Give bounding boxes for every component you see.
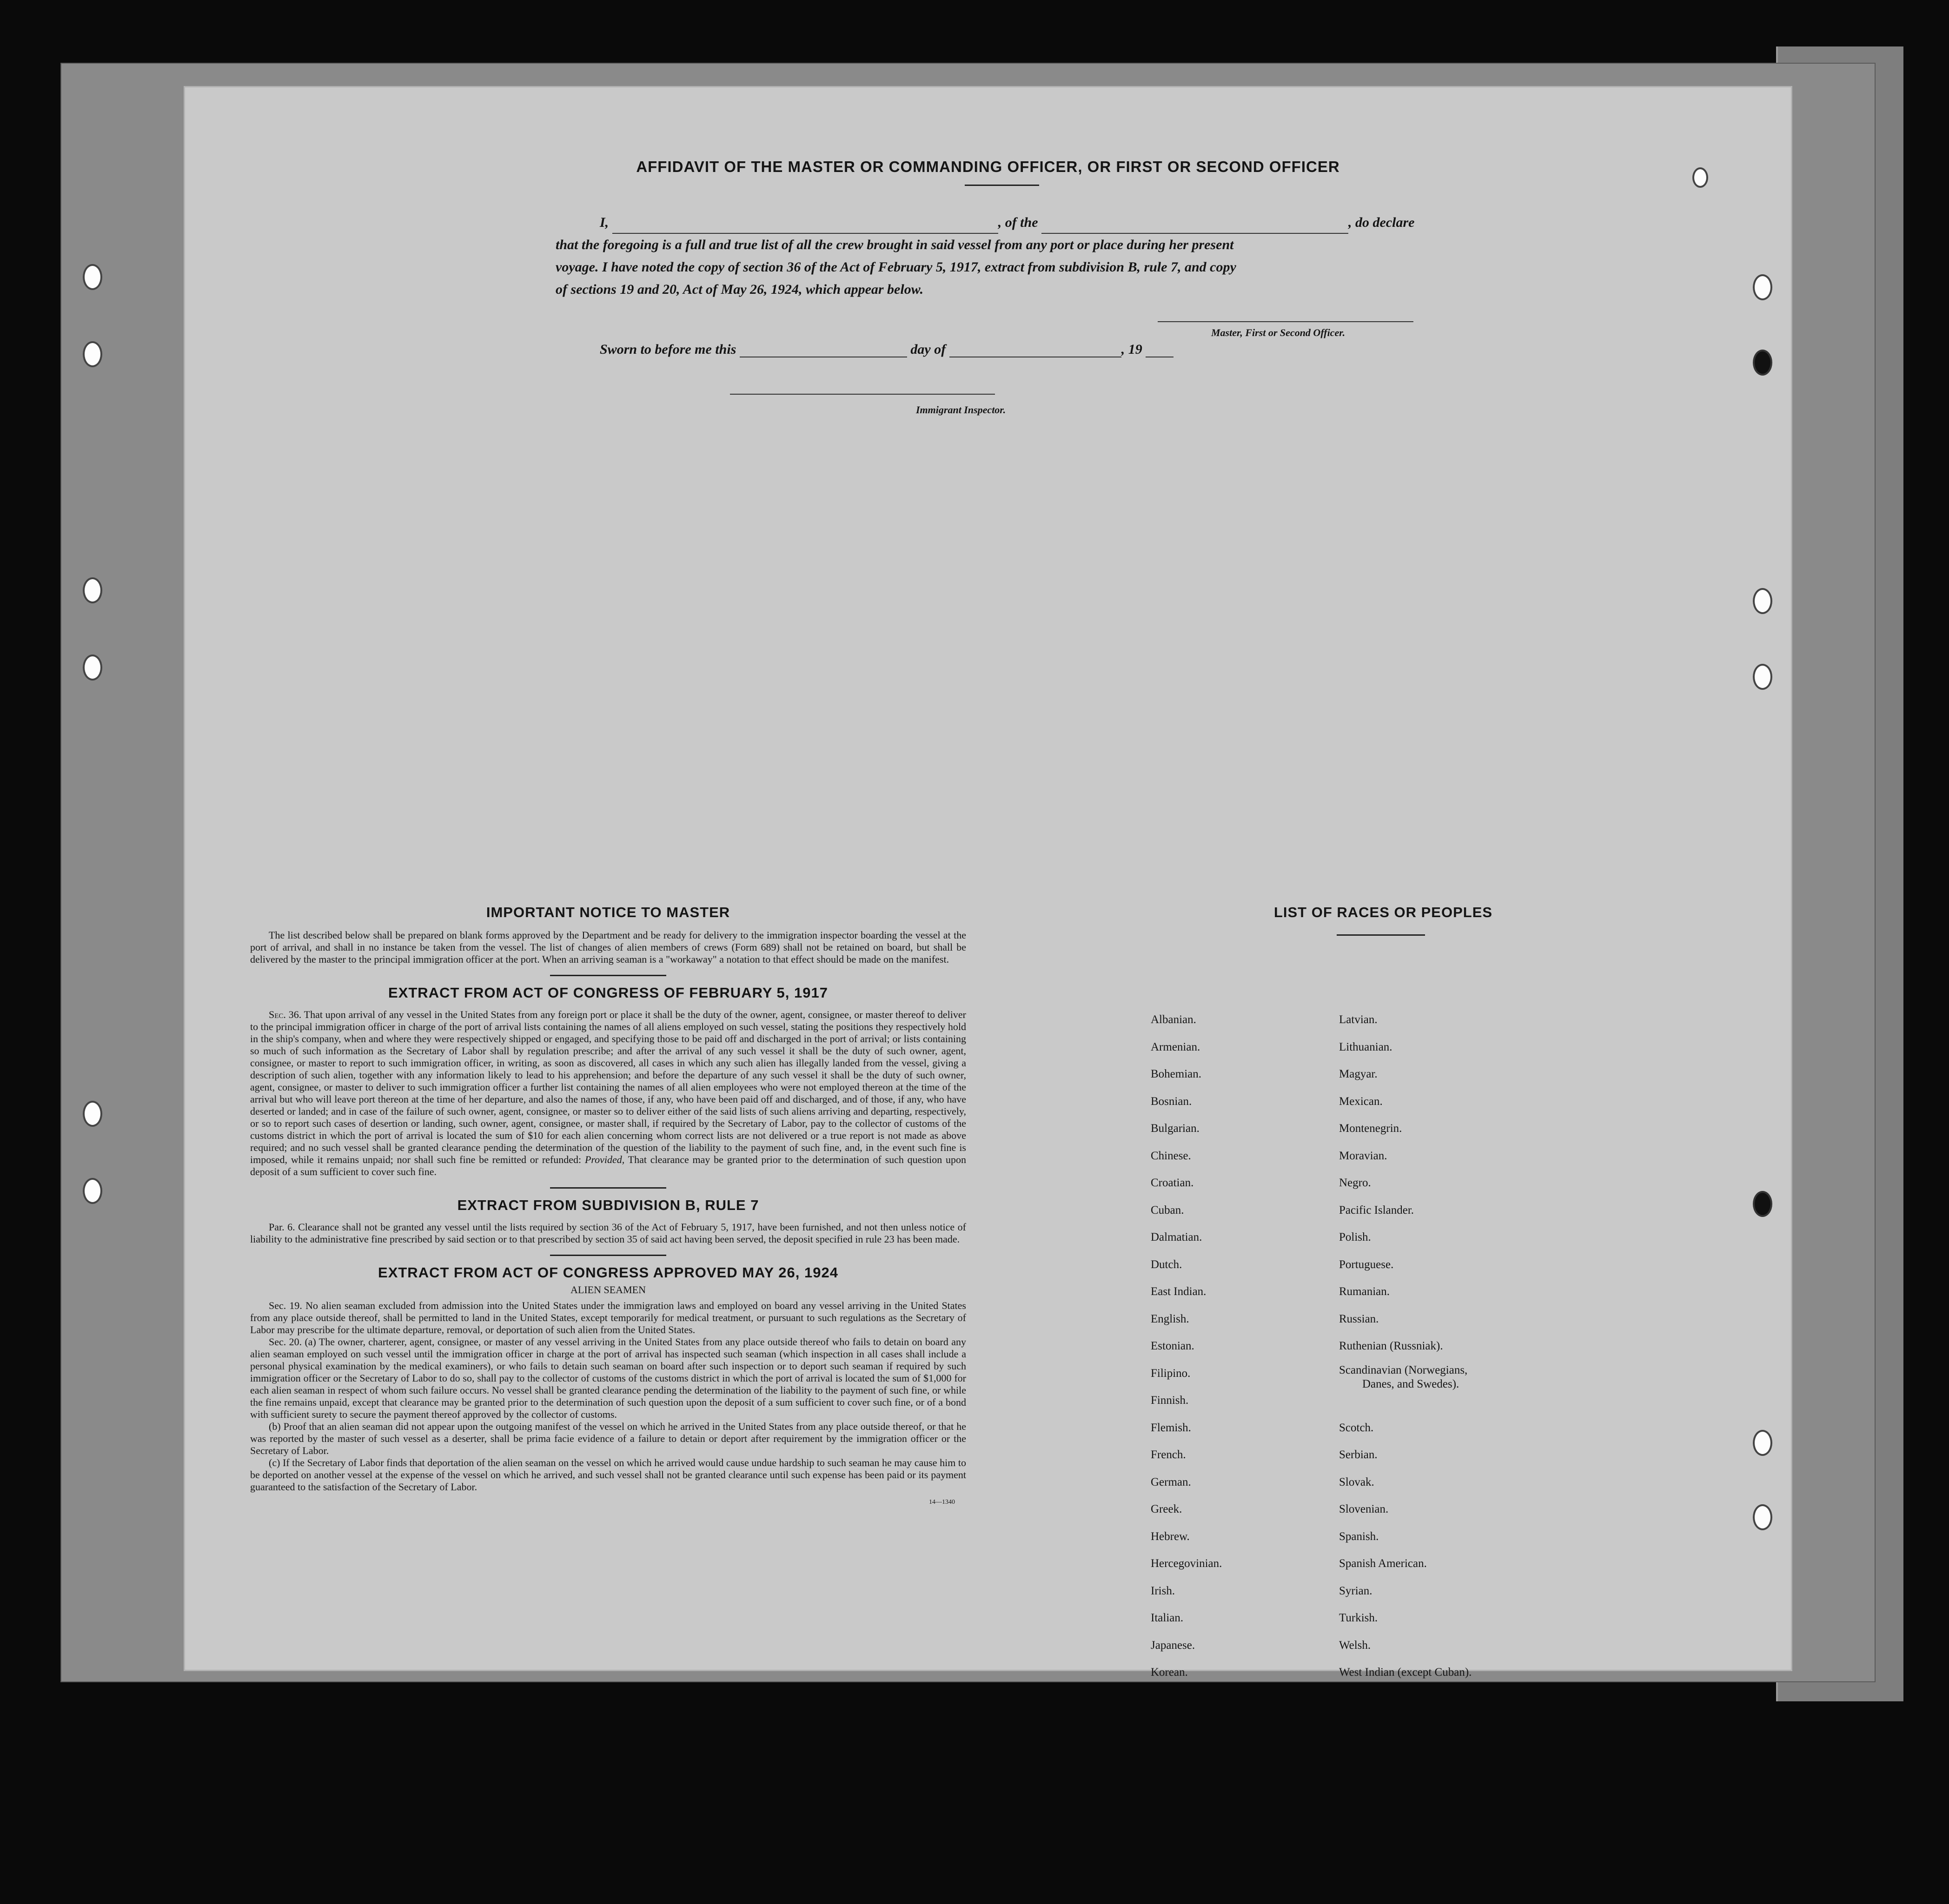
race-item: Estonian. (1151, 1340, 1194, 1352)
affidavit-declare-label: , do declare (1348, 215, 1415, 230)
race-item: Slovak. (1339, 1475, 1374, 1488)
punch-hole (83, 264, 102, 290)
race-item: Mexican. (1339, 1095, 1383, 1108)
race-item: Scotch. (1339, 1421, 1374, 1434)
race-item: Pacific Islander. (1339, 1203, 1414, 1216)
race-item: Scandinavian (Norwegians, (1339, 1363, 1468, 1376)
race-item: Spanish American. (1339, 1557, 1427, 1570)
race-item: Welsh. (1339, 1639, 1371, 1652)
race-item: Lithuanian. (1339, 1040, 1392, 1053)
notice-title: IMPORTANT NOTICE TO MASTER (486, 904, 730, 920)
race-item: German. (1151, 1475, 1191, 1488)
race-item: Dalmatian. (1151, 1231, 1202, 1243)
form-page (184, 86, 1792, 1679)
race-item: Slovenian. (1339, 1503, 1389, 1515)
extract-1924-title: EXTRACT FROM ACT OF CONGRESS APPROVED MAY 26, 1924 (378, 1264, 838, 1281)
race-item: Polish. (1339, 1231, 1371, 1243)
punch-hole (1753, 350, 1772, 376)
punch-hole (1753, 664, 1772, 690)
alien-seamen-subtitle: ALIEN SEAMEN (570, 1284, 646, 1296)
extract-rule7-body: Par. 6. Clearance shall not be granted any vessel until the lists required by section 36 of the Act of February 5, 1917, have been furnished, and not then unless notice of liability to the administrative fine prescribed by said section or to that prescribed by section 35 of said act having been served, the deposit specified in rule 23 has been made. (250, 1221, 966, 1245)
punch-hole (83, 654, 102, 681)
sworn-day-blank[interactable] (740, 342, 907, 357)
divider (550, 1255, 666, 1256)
race-item: Montenegrin. (1339, 1122, 1402, 1135)
inspector-signature-line[interactable] (730, 394, 995, 395)
vessel-blank[interactable] (1041, 218, 1348, 234)
punch-hole (83, 1178, 102, 1204)
inspector-caption: Immigrant Inspector. (916, 404, 1006, 416)
race-item: Dutch. (1151, 1258, 1182, 1271)
sworn-month-blank[interactable] (949, 342, 1121, 357)
proviso-text: That clearance may be granted prior to the determination of such question upon deposit of a sum sufficient to cover such fine. (250, 1154, 966, 1177)
punch-hole (83, 341, 102, 367)
races-right-column (1339, 1006, 1472, 1686)
notice-body: The list described below shall be prepared on blank forms approved by the Department and be ready for delivery to the immigration inspector boarding the vessel at the port of arrival, and shall in no instance be taken from the vessel. The list of changes of alien members of crews (Form 689) shall not be retained on board, but shall be delivered by the master to the principal immigration officer at the port. When an arriving seaman is a "workaway" a notation to that effect should be made on the manifest. (250, 929, 966, 965)
extract-1917-title: EXTRACT FROM ACT OF CONGRESS OF FEBRUARY 5, 1917 (388, 985, 828, 1001)
punch-hole (1753, 1430, 1772, 1456)
punch-hole (1692, 167, 1708, 188)
extract-1917-body (250, 1009, 966, 1178)
divider (550, 1187, 666, 1189)
race-item: Spanish. (1339, 1530, 1379, 1543)
divider (550, 975, 666, 976)
punch-hole (1753, 274, 1772, 300)
name-blank[interactable] (612, 218, 998, 234)
race-item: Bohemian. (1151, 1068, 1202, 1080)
race-item: Albanian. (1151, 1013, 1196, 1026)
race-item: Flemish. (1151, 1421, 1191, 1434)
race-item: Syrian. (1339, 1584, 1372, 1597)
affidavit-title: AFFIDAVIT OF THE MASTER OR COMMANDING OFFICER, OR FIRST OR SECOND OFFICER (636, 158, 1340, 175)
race-item: Turkish. (1339, 1612, 1378, 1624)
race-item: Greek. (1151, 1503, 1182, 1515)
proviso-label: Provided, (584, 1154, 625, 1165)
master-caption: Master, First or Second Officer. (1211, 327, 1346, 338)
legal-notices (250, 904, 966, 1506)
race-item: Finnish. (1151, 1394, 1189, 1407)
race-item: Chinese. (1151, 1149, 1191, 1162)
race-item: East Indian. (1151, 1285, 1207, 1298)
sec-20a-text: Sec. 20. (a) The owner, charterer, agent, consignee, or master of any vessel arriving in the United States from any place outside thereof who fails to detain on board any alien seaman employed on such vessel until the immigration officer in charge at the port of arrival has inspected such seaman (which inspection in all cases shall include a personal physical examination by the medical examiners), or who fails to detain such seaman on board after such inspection or to deport such seaman if required by such immigration officer or the Secretary of Labor to do so, shall pay to the collector of customs of the customs district in which the port of arrival is located the sum of $1,000 for each alien seaman in respect of whom such failure occurs. No vessel shall be granted clearance pending the determination of the liability to the payment of such fine, or while the fine remains unpaid, except that clearance may be granted prior to the determination of such question upon the deposit of a sum sufficient to cover such fine, or of a bond with sufficient surety to secure the payment thereof approved by the collector of customs. (250, 1336, 966, 1420)
punch-hole (1753, 1504, 1772, 1530)
sec-20c-text: (c) If the Secretary of Labor finds that deportation of the alien seaman on the vessel on which he arrived would cause undue hardship to such seaman he may cause him to be deported on another vessel at the expense of the vessel on which he arrived, and such vessel shall not be granted clearance until such expense has been paid or its payment guaranteed to the satisfaction of the Secretary of Labor. (250, 1457, 966, 1493)
sec-36-label: Sec. 36. (269, 1009, 302, 1020)
affidavit-line-2: that the foregoing is a full and true list of all the crew brought in said vessel from any port or place during her present (556, 237, 1234, 252)
affidavit-of-the-label: , of the (998, 215, 1038, 230)
affidavit-i-label: I, (600, 215, 609, 230)
race-item: Hebrew. (1151, 1530, 1190, 1543)
race-item: Portuguese. (1339, 1258, 1394, 1271)
races-left-column (1151, 1006, 1222, 1686)
year-blank[interactable] (1146, 342, 1173, 357)
race-item: Rumanian. (1339, 1285, 1390, 1298)
master-signature-line[interactable] (1158, 321, 1413, 322)
extract-rule7-title: EXTRACT FROM SUBDIVISION B, RULE 7 (457, 1197, 759, 1213)
affidavit-body (556, 212, 1476, 301)
race-item: Negro. (1339, 1177, 1371, 1189)
race-item: English. (1151, 1312, 1189, 1325)
races-title: LIST OF RACES OR PEOPLES (1273, 904, 1493, 920)
sec-36-text: That upon arrival of any vessel in the United States from any foreign port or place it shall be the duty of the owner, agent, consignee, or master thereof to deliver to the principal immigration officer in charge of the port of arrival lists containing the names of all aliens employed on such vessel, stating the positions they respectively hold in the ship's company, when and where they were respectively shipped or engaged, and specifying those to be paid off and discharged in the port of arrival; or lists containing so much of such information as the Secretary of Labor shall by regulation prescribe; and after the arrival of any such vessel it shall be the duty of such owner, agent, consignee, or master to report to such immigration officer, in writing, as soon as discovered, all cases in which any such alien has illegally landed from the vessel, giving a description of such alien, together with any information likely to lead to his apprehension; and before the departure of any such vessel it shall be the duty of such owner, agent, consignee, or master to deliver to such immigration officer a further list containing the names of all alien employees who were not employed thereon at the time of the arrival but who will leave port thereon at the time of her departure, and also the names of those, if any, who have been paid off and discharged, and of those, if any, who have deserted or landed; and in case of the failure of such owner, agent, consignee, or master so to deliver either of the said lists of such aliens arriving and departing, respectively, or so to report such cases of desertion or landing, such owner, agent, consignee, or master shall, if required by the Secretary of Labor, pay to the collector of customs of the customs district in which the port of arrival is located the sum of $10 for each alien concerning whom correct lists are not delivered or a true report is not made as above required; and no such vessel shall be granted clearance pending the determination of the question of the liability to the payment of such fine, and, in the event such fine is imposed, while it remains unpaid; nor shall such fine be remitted or refunded: (250, 1009, 967, 1165)
sworn-line (600, 342, 1173, 357)
sec-20b-text: (b) Proof that an alien seaman did not appear upon the outgoing manifest of the vessel on which he arrived in the United States from any place outside thereof, or that he was reported by the master of such vessel as a deserter, shall be prima facie evidence of a failure to detain or deport after requirement by the immigration officer or the Secretary of Labor. (250, 1421, 966, 1456)
punch-hole (83, 577, 102, 603)
race-item: Moravian. (1339, 1149, 1387, 1162)
race-item-continuation: Danes, and Swedes). (1362, 1377, 1459, 1390)
race-item: Cuban. (1151, 1203, 1184, 1216)
race-item: Latvian. (1339, 1013, 1378, 1026)
year-label: , 19 (1121, 342, 1142, 357)
race-item: Korean. (1151, 1666, 1188, 1679)
race-item: Bosnian. (1151, 1095, 1192, 1108)
race-item: Armenian. (1151, 1040, 1200, 1053)
race-item: Serbian. (1339, 1448, 1378, 1461)
sec-19-text: Sec. 19. No alien seaman excluded from admission into the United States under the immigration laws and employed on board any vessel arriving in the United States from any place outside thereof, shall be permitted to land in the United States, except temporarily for medical treatment, or pursuant to such regulations as the Secretary of Labor may prescribe for the ultimate departure, removal, or deportation of such alien from the United States. (250, 1300, 966, 1335)
race-item: Russian. (1339, 1312, 1379, 1325)
race-item: Japanese. (1151, 1639, 1195, 1652)
race-item: West Indian (except Cuban). (1339, 1666, 1472, 1679)
divider (965, 185, 1039, 186)
race-item: Magyar. (1339, 1068, 1378, 1080)
affidavit-line-4: of sections 19 and 20, Act of May 26, 1924, which appear below. (556, 282, 924, 297)
punch-hole (1753, 1191, 1772, 1217)
divider (1337, 934, 1425, 936)
day-of-label: day of (910, 342, 946, 357)
punch-hole (83, 1101, 102, 1127)
affidavit-line-3: voyage. I have noted the copy of section 36 of the Act of February 5, 1917, extract from subdivision B, rule 7, and copy (556, 259, 1236, 275)
race-item: Irish. (1151, 1584, 1175, 1597)
race-item: Ruthenian (Russniak). (1339, 1340, 1443, 1352)
race-item: Hercegovinian. (1151, 1557, 1222, 1570)
form-number: 14—1340 (929, 1499, 955, 1506)
race-item: Croatian. (1151, 1177, 1194, 1189)
punch-hole (1753, 588, 1772, 614)
race-item: French. (1151, 1448, 1186, 1461)
race-item: Italian. (1151, 1612, 1184, 1624)
race-item: Bulgarian. (1151, 1122, 1200, 1135)
sworn-label: Sworn to before me this (600, 342, 736, 357)
race-item: Filipino. (1151, 1367, 1191, 1380)
